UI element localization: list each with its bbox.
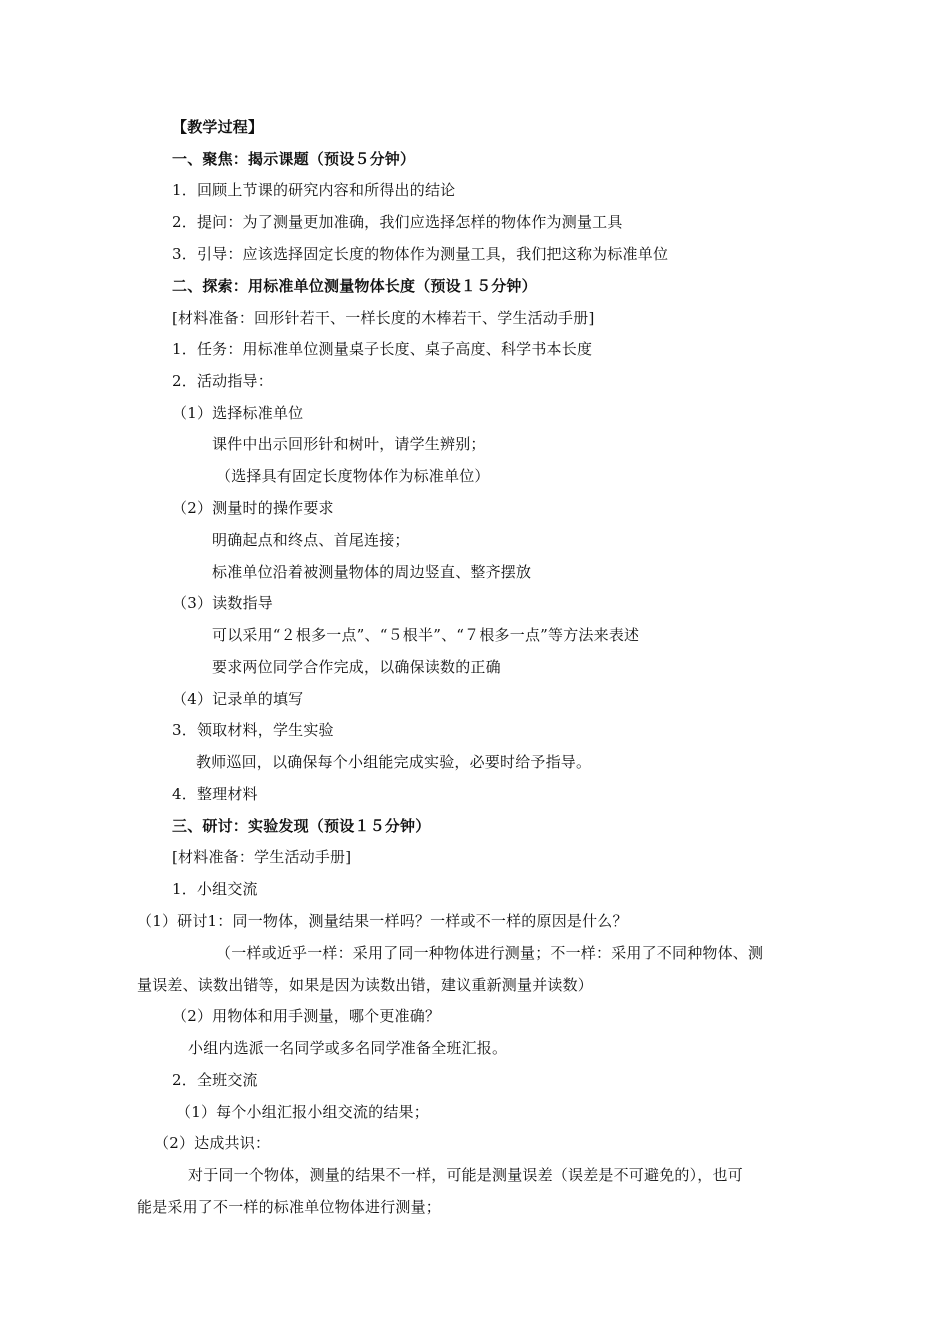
body-text: 可以采用“２根多一点”、“５根半”、“７根多一点”等方法来表述: [212, 626, 640, 644]
sub-item: （2）达成共识：: [154, 1134, 271, 1152]
sub-item: （1）选择标准单位: [172, 404, 304, 422]
body-text: 明确起点和终点、首尾连接；: [212, 531, 410, 549]
body-text: 能是采用了不一样的标准单位物体进行测量；: [137, 1198, 442, 1216]
body-text: （一样或近乎一样：采用了同一种物体进行测量；不一样：采用了不同种物体、测: [216, 944, 764, 962]
sub-item: （3）读数指导: [172, 594, 273, 612]
list-item: 3．引导：应该选择固定长度的物体作为测量工具，我们把这称为标准单位: [172, 245, 669, 263]
section-title-explore: 二、探索：用标准单位测量物体长度（预设１５分钟）: [172, 277, 537, 295]
body-text: 小组内选派一名同学或多名同学准备全班汇报。: [188, 1039, 508, 1057]
list-item: 4．整理材料: [172, 785, 258, 803]
section-title-focus: 一、聚焦：揭示课题（预设５分钟）: [172, 150, 416, 168]
list-item: 1．任务：用标准单位测量桌子长度、桌子高度、科学书本长度: [172, 340, 593, 358]
list-item: 1．回顾上节课的研究内容和所得出的结论: [172, 181, 456, 199]
list-item: 2．活动指导：: [172, 372, 273, 390]
body-text: 教师巡回，以确保每个小组能完成实验，必要时给予指导。: [196, 753, 592, 771]
sub-item: （1）研讨1：同一物体，测量结果一样吗？一样或不一样的原因是什么？: [137, 912, 628, 930]
body-text: 要求两位同学合作完成，以确保读数的正确: [212, 658, 501, 676]
list-item: 2．提问：为了测量更加准确，我们应选择怎样的物体作为测量工具: [172, 213, 623, 231]
body-text: 量误差、读数出错等，如果是因为读数出错，建议重新测量并读数）: [137, 976, 594, 994]
sub-item: （2）用物体和用手测量，哪个更准确？: [172, 1007, 441, 1025]
body-text: 对于同一个物体，测量的结果不一样，可能是测量误差（误差是不可避免的），也可: [188, 1166, 743, 1184]
sub-item: （2）测量时的操作要求: [172, 499, 334, 517]
body-text: 标准单位沿着被测量物体的周边竖直、整齐摆放: [212, 563, 532, 581]
sub-item: （4）记录单的填写: [172, 690, 304, 708]
materials-note: [材料准备：学生活动手册]: [172, 848, 352, 866]
list-item: 1．小组交流: [172, 880, 258, 898]
body-text: 课件中出示回形针和树叶，请学生辨别；: [212, 435, 486, 453]
sub-item: （1）每个小组汇报小组交流的结果；: [176, 1103, 429, 1121]
body-text: （选择具有固定长度物体作为标准单位）: [216, 467, 490, 485]
materials-note: [材料准备：回形针若干、一样长度的木棒若干、学生活动手册]: [172, 309, 595, 327]
list-item: 3．领取材料，学生实验: [172, 721, 334, 739]
section-heading: 【教学过程】: [172, 118, 264, 136]
list-item: 2．全班交流: [172, 1071, 258, 1089]
section-title-discuss: 三、研讨：实验发现（预设１５分钟）: [172, 817, 431, 835]
